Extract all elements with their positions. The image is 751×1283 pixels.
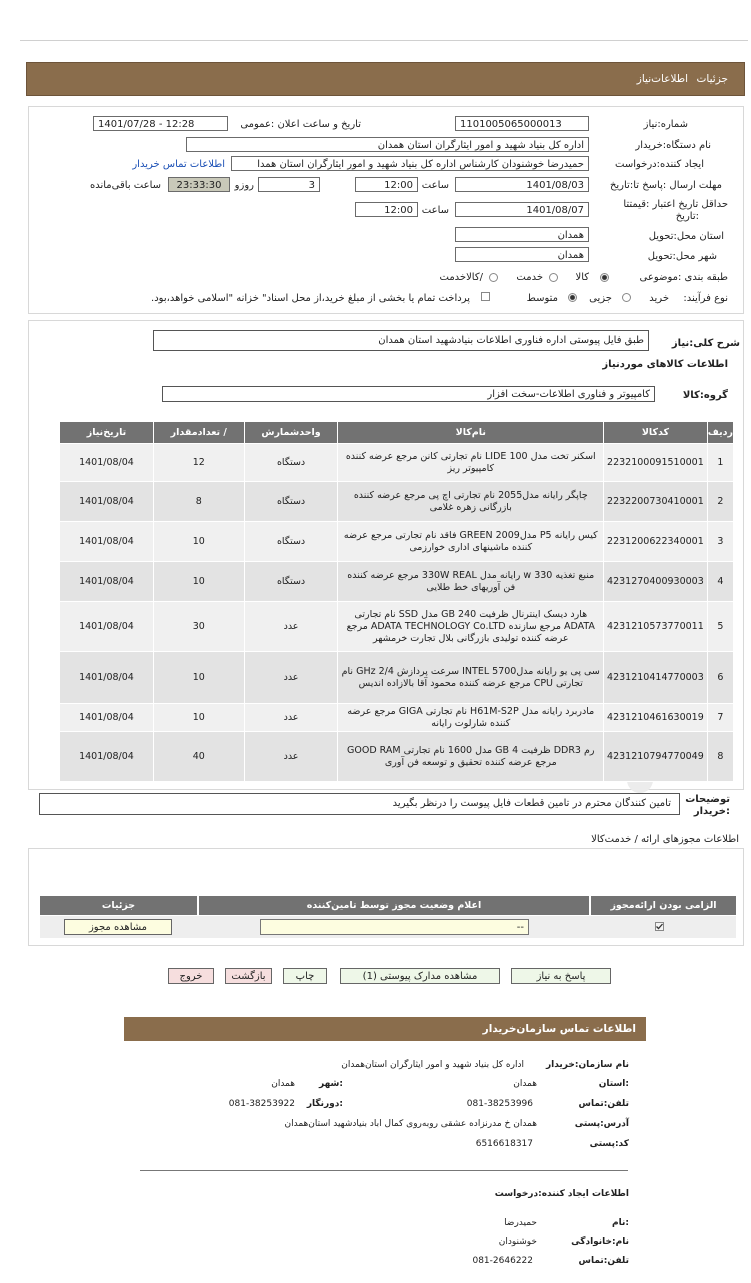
buyer-notes-field: تامین کنندگان محترم در تامین قطعات فایل پیوست را درنظر بگیرید <box>39 793 680 815</box>
item-date: 1401/08/04 <box>60 522 154 562</box>
contact-fax-label: :دورنگار <box>306 1099 343 1109</box>
license-status-header: اعلام وضعیت مجوز توسط تامین‌کننده <box>199 896 589 915</box>
item-code: 2231200622340001 <box>604 522 708 562</box>
category-goods-service-label: /کالاخدمت <box>439 272 483 283</box>
col-unit: واحدشمارش <box>244 422 338 444</box>
item-name: منبع تغذیه 330 w رایانه مدل 330W REAL مرجع عرضه کننده فن آوریهای خط طلایی <box>338 562 604 602</box>
org-label: نام سازمان:خریدار <box>545 1060 629 1070</box>
exit-button[interactable]: خروج <box>168 968 214 984</box>
contact-phone-label: تلفن:تماس <box>578 1099 629 1109</box>
row-number: 6 <box>707 652 733 704</box>
contact-province-label: :استان <box>598 1079 629 1089</box>
item-date: 1401/08/04 <box>60 562 154 602</box>
treasury-payment-checkbox[interactable] <box>481 292 490 301</box>
category-goods-service-radio[interactable] <box>489 273 498 282</box>
contact-phone-value: 081-38253996 <box>466 1099 533 1109</box>
buyer-field: اداره کل بنیاد شهید و امور ایثارگران استان همدان <box>186 137 589 152</box>
license-details-header: جزئیات <box>40 896 197 915</box>
validity-label-2: :تاریخ <box>675 211 699 222</box>
process-label: نوع فرآیند: <box>683 293 728 304</box>
remaining-time-field: 23:33:30 <box>168 177 230 192</box>
item-unit: دستگاه <box>244 562 338 602</box>
creator-name-label: :نام <box>612 1218 629 1228</box>
buyer-contact-bar <box>124 1017 646 1041</box>
item-unit: دستگاه <box>244 522 338 562</box>
row-number: 2 <box>707 482 733 522</box>
item-code: 4231270400930003 <box>604 562 708 602</box>
col-need-date: تاریخ‌نیاز <box>60 422 154 444</box>
province-label: استان محل:تحویل <box>648 231 724 242</box>
goods-group-field: کامپیوتر و فناوری اطلاعات-سخت افزار <box>162 386 655 402</box>
check-icon <box>655 922 664 931</box>
license-required-header: الزامی بودن ارائه‌مجوز <box>591 896 736 915</box>
city-label: شهر محل:تحویل <box>647 251 717 262</box>
item-qty: 30 <box>153 602 244 652</box>
contact-province-value: همدان <box>513 1079 537 1089</box>
item-qty: 40 <box>153 732 244 782</box>
announce-label: تاریخ و ساعت اعلان :عمومی <box>240 119 361 130</box>
item-date: 1401/08/04 <box>60 602 154 652</box>
col-item-name: نام‌کالا <box>338 422 604 444</box>
row-number: 7 <box>707 704 733 732</box>
item-name: اسکنر تخت مدل LIDE 100 نام تجارتی کانن مرجع عرضه کننده کامپیوتر ریز <box>338 444 604 482</box>
creator-family-label: نام:خانوادگی <box>571 1237 629 1247</box>
creator-info-title: اطلاعات ایجاد کننده:درخواست <box>494 1189 629 1199</box>
item-name: هارد دیسک اینترنال ظرفیت 240 GB مدل SSD نام تجارتی ADATA مرجع سازنده ADATA TECHNOLOGY Co.LTD مرجع عرضه کننده تولیدی بازرگانی بلال تجارت خرمشهر <box>338 602 604 652</box>
item-unit: دستگاه <box>244 444 338 482</box>
remaining-label: ساعت باقی‌مانده <box>89 180 161 191</box>
row-number: 3 <box>707 522 733 562</box>
days-field: 3 <box>258 177 320 192</box>
creator-family-value: خوشنودان <box>498 1237 537 1247</box>
item-qty: 10 <box>153 704 244 732</box>
item-date: 1401/08/04 <box>60 482 154 522</box>
license-section-title: اطلاعات مجوزهای ارائه / خدمت‌کالا <box>591 834 739 845</box>
contact-city-value: همدان <box>271 1079 295 1089</box>
view-license-button[interactable]: مشاهده مجوز <box>64 919 172 935</box>
validity-time-field: 12:00 <box>355 202 418 217</box>
process-buy-label: خرید <box>649 293 669 304</box>
address-label: آدرس:پستی <box>574 1119 629 1129</box>
item-unit: عدد <box>244 602 338 652</box>
table-row <box>60 482 734 522</box>
table-row <box>60 522 734 562</box>
item-date: 1401/08/04 <box>60 704 154 732</box>
announce-datetime-field: 1401/07/28 - 12:28 <box>93 116 228 131</box>
need-number-label: شماره:نیاز <box>643 119 688 130</box>
category-service-radio[interactable] <box>549 273 558 282</box>
buyer-notes-label-2: :خریدار <box>693 806 730 817</box>
item-code: 4231210461630019 <box>604 704 708 732</box>
item-code: 2232200730410001 <box>604 482 708 522</box>
contact-divider <box>140 1170 628 1171</box>
item-qty: 12 <box>153 444 244 482</box>
item-date: 1401/08/04 <box>60 652 154 704</box>
col-row-number: ردیف <box>707 422 733 444</box>
deadline-hour-label: ساعت <box>421 180 449 191</box>
table-row <box>60 602 734 652</box>
item-code: 2232100091510001 <box>604 444 708 482</box>
license-status-field[interactable]: -- <box>260 919 529 935</box>
process-partial-label: جزیی <box>589 293 612 304</box>
view-attachments-button[interactable]: مشاهده مدارک پیوستی (1) <box>340 968 500 984</box>
print-button[interactable]: چاپ <box>283 968 327 984</box>
validity-label: حداقل تاریخ اعتبار :قیمتتا <box>623 199 728 210</box>
table-row <box>60 732 734 782</box>
need-header-bar <box>26 62 745 96</box>
goods-table <box>59 421 734 782</box>
need-number-field: 1101005065000013 <box>455 116 589 131</box>
col-quantity: / تعدادمقدار <box>153 422 244 444</box>
item-code: 4231210573770011 <box>604 602 708 652</box>
table-row <box>60 652 734 704</box>
buyer-label: نام دستگاه:خریدار <box>635 140 711 151</box>
org-value: اداره کل بنیاد شهید و امور ایثارگران استان‌همدان <box>341 1060 524 1070</box>
buyer-contact-title: اطلاعات تماس سازمان‌خریدار <box>482 1023 636 1035</box>
deadline-label: مهلت ارسال :پاسخ تا:تاریخ <box>609 180 722 191</box>
goods-info-title: اطلاعات کالاهای موردنیاز <box>602 359 728 370</box>
item-name: کیس رایانه P5 مدل2009 GREEN فاقد نام تجارتی مرجع عرضه کننده ماشینهای اداری خوارزمی <box>338 522 604 562</box>
item-code: 4231210794770049 <box>604 732 708 782</box>
postal-code-label: کد:پستی <box>589 1139 629 1149</box>
item-qty: 10 <box>153 652 244 704</box>
process-medium-label: متوسط <box>526 293 558 304</box>
contact-city-label: :شهر <box>319 1079 343 1089</box>
item-unit: عدد <box>244 704 338 732</box>
category-label: طبقه بندی :موضوعی <box>639 272 728 283</box>
tab-need-info[interactable]: اطلاعات‌نیاز <box>636 73 688 85</box>
buyer-notes-label: توضیحات <box>685 794 730 805</box>
creator-field: حمیدرضا خوشنودان کارشناس اداره کل بنیاد شهید و امور ایثارگران استان همدا <box>231 156 589 171</box>
city-field: همدان <box>455 247 589 262</box>
item-name: سی پی یو رایانه مدل5700 INTEL سرعت پردازش 2/4 GHz نام تجارتی CPU مرجع عرضه کننده محمود آقا بالازاده اندیس <box>338 652 604 704</box>
row-number: 5 <box>707 602 733 652</box>
days-label: روزو <box>234 180 254 191</box>
item-name: مادربرد رایانه مدل H61M-S2P نام تجارتی GIGA مرجع عرضه کننده شارلوت رایانه <box>338 704 604 732</box>
item-date: 1401/08/04 <box>60 732 154 782</box>
creator-phone-label: تلفن:تماس <box>578 1256 629 1266</box>
item-qty: 10 <box>153 522 244 562</box>
treasury-payment-note: پرداخت تمام یا بخشی از مبلغ خرید،از محل اسناد" خزانه "اسلامی خواهد،بود. <box>151 293 470 304</box>
category-service-label: خدمت <box>516 272 543 283</box>
goods-group-label: گروه:کالا <box>682 390 728 401</box>
validity-date-field: 1401/08/07 <box>455 202 589 217</box>
deadline-date-field: 1401/08/03 <box>455 177 589 192</box>
summary-field: طبق فایل پیوستی اداره فناوری اطلاعات بنیادشهید استان همدان <box>153 330 649 351</box>
back-button[interactable]: بازگشت <box>225 968 272 984</box>
item-unit: عدد <box>244 652 338 704</box>
contact-fax-value: 081-38253922 <box>228 1099 295 1109</box>
goods-table-header <box>60 422 734 444</box>
buyer-contact-link[interactable]: اطلاعات تماس خریدار <box>132 159 225 170</box>
row-number: 1 <box>707 444 733 482</box>
table-row <box>60 562 734 602</box>
category-goods-radio[interactable] <box>600 273 609 282</box>
item-name: چاپگر رایانه مدل2055 نام تجارتی اچ پی مرجع عرضه کننده بازرگانی زهره غلامی <box>338 482 604 522</box>
process-partial-radio[interactable] <box>622 293 631 302</box>
summary-label: شرح کلی:نیاز <box>671 338 740 349</box>
item-name: رم DDR3 ظرفیت 4 GB مدل 1600 نام تجارتی GOOD RAM مرجع عرضه کننده تحقیق و توسعه فن آوری <box>338 732 604 782</box>
item-unit: دستگاه <box>244 482 338 522</box>
reply-to-need-button[interactable]: پاسخ به نیاز <box>511 968 611 984</box>
top-divider <box>20 40 748 41</box>
item-qty: 8 <box>153 482 244 522</box>
col-item-code: کدکالا <box>604 422 708 444</box>
validity-hour-label: ساعت <box>421 205 449 216</box>
process-medium-radio[interactable] <box>568 293 577 302</box>
deadline-time-field: 12:00 <box>355 177 418 192</box>
row-number: 8 <box>707 732 733 782</box>
table-row <box>60 704 734 732</box>
item-date: 1401/08/04 <box>60 444 154 482</box>
item-code: 4231210414770003 <box>604 652 708 704</box>
item-qty: 10 <box>153 562 244 602</box>
address-value: همدان خ مدرنزاده عشقی روبه‌روی کمال اباد بنیادشهید استان‌همدان <box>284 1119 537 1129</box>
category-goods-label: کالا <box>575 272 589 283</box>
creator-label: ایجاد کننده:درخواست <box>615 159 704 170</box>
postal-code-value: 6516618317 <box>475 1139 533 1149</box>
row-number: 4 <box>707 562 733 602</box>
table-row <box>60 444 734 482</box>
creator-name-value: حمیدرضا <box>504 1218 537 1228</box>
license-required-checkbox <box>655 922 664 931</box>
province-field: همدان <box>455 227 589 242</box>
tab-details[interactable]: جزئیات <box>696 73 728 85</box>
item-unit: عدد <box>244 732 338 782</box>
creator-phone-value: 081-2646222 <box>472 1256 533 1266</box>
